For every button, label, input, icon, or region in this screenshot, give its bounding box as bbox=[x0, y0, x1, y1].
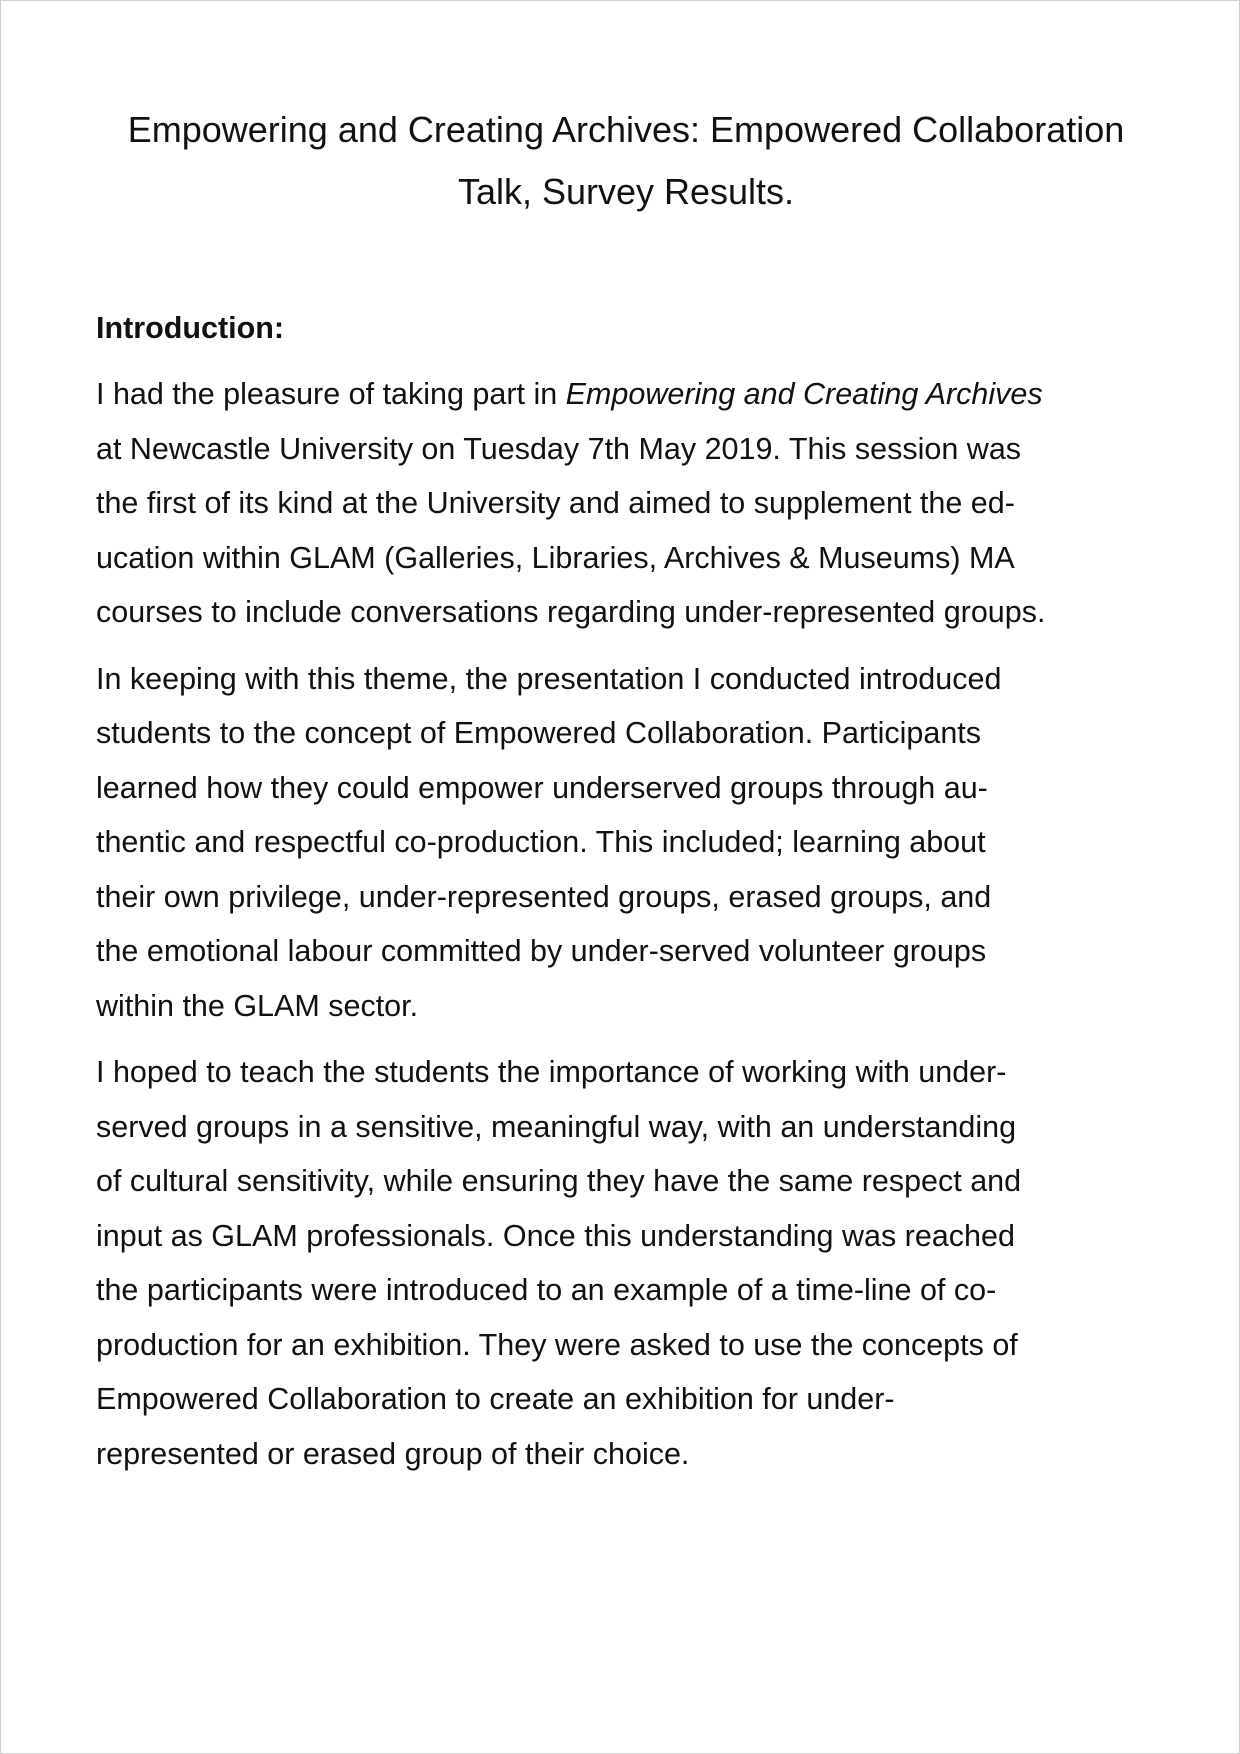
paragraph-line: thentic and respectful co-production. This included; learning about bbox=[96, 825, 986, 859]
paragraph-line: ucation within GLAM (Galleries, Libraries, Archives & Museums) MA bbox=[96, 540, 1015, 575]
title-line: Talk, Survey Results. bbox=[457, 171, 795, 212]
paragraph-line: production for an exhibition. They were asked to use the concepts of bbox=[96, 1327, 1018, 1362]
document-title bbox=[91, 99, 1161, 223]
paragraph-1 bbox=[96, 367, 1166, 640]
paragraph-line bbox=[96, 367, 1166, 422]
title-line: Empowering and Creating Archives: Empowered Collaboration bbox=[127, 109, 1125, 150]
paragraph-line: at Newcastle University on Tuesday 7th May 2019. This session was bbox=[96, 431, 1022, 466]
paragraph-line-text: I had the pleasure of taking part in bbox=[96, 377, 566, 411]
paragraph-line: represented or erased group of their choice. bbox=[96, 1436, 690, 1471]
document-body bbox=[96, 301, 1166, 1493]
paragraph-line: learned how they could empower underserved groups through au- bbox=[96, 770, 988, 805]
paragraph-line: the emotional labour committed by under-served volunteer groups bbox=[96, 934, 987, 968]
paragraph-3 bbox=[96, 1045, 1166, 1481]
paragraph-line: students to the concept of Empowered Collaboration. Participants bbox=[96, 716, 982, 750]
paragraph-line: the participants were introduced to an example of a time-line of co- bbox=[96, 1273, 997, 1307]
section-heading: Introduction: bbox=[96, 311, 285, 345]
paragraph-line: Empowered Collaboration to create an exhibition for under- bbox=[96, 1382, 895, 1416]
paragraph-line: served groups in a sensitive, meaningful way, with an understanding bbox=[96, 1109, 1017, 1144]
paragraph-line: the first of its kind at the University and aimed to supplement the ed- bbox=[96, 486, 1015, 520]
paragraph-line: their own privilege, under-represented groups, erased groups, and bbox=[96, 879, 992, 914]
paragraph-line: input as GLAM professionals. Once this understanding was reached bbox=[96, 1218, 1015, 1253]
paragraph-line: within the GLAM sector. bbox=[96, 988, 419, 1023]
paragraph-line: In keeping with this theme, the presentation I conducted introduced bbox=[96, 661, 1002, 696]
paragraph-line: courses to include conversations regarding under-represented groups. bbox=[96, 595, 1046, 629]
paragraph-2 bbox=[96, 652, 1166, 1034]
paragraph-line: I hoped to teach the students the importance of working with under- bbox=[96, 1055, 1007, 1089]
event-title-italic: Empowering and Creating Archives bbox=[565, 377, 1043, 411]
paragraph-line: of cultural sensitivity, while ensuring they have the same respect and bbox=[96, 1164, 1022, 1198]
